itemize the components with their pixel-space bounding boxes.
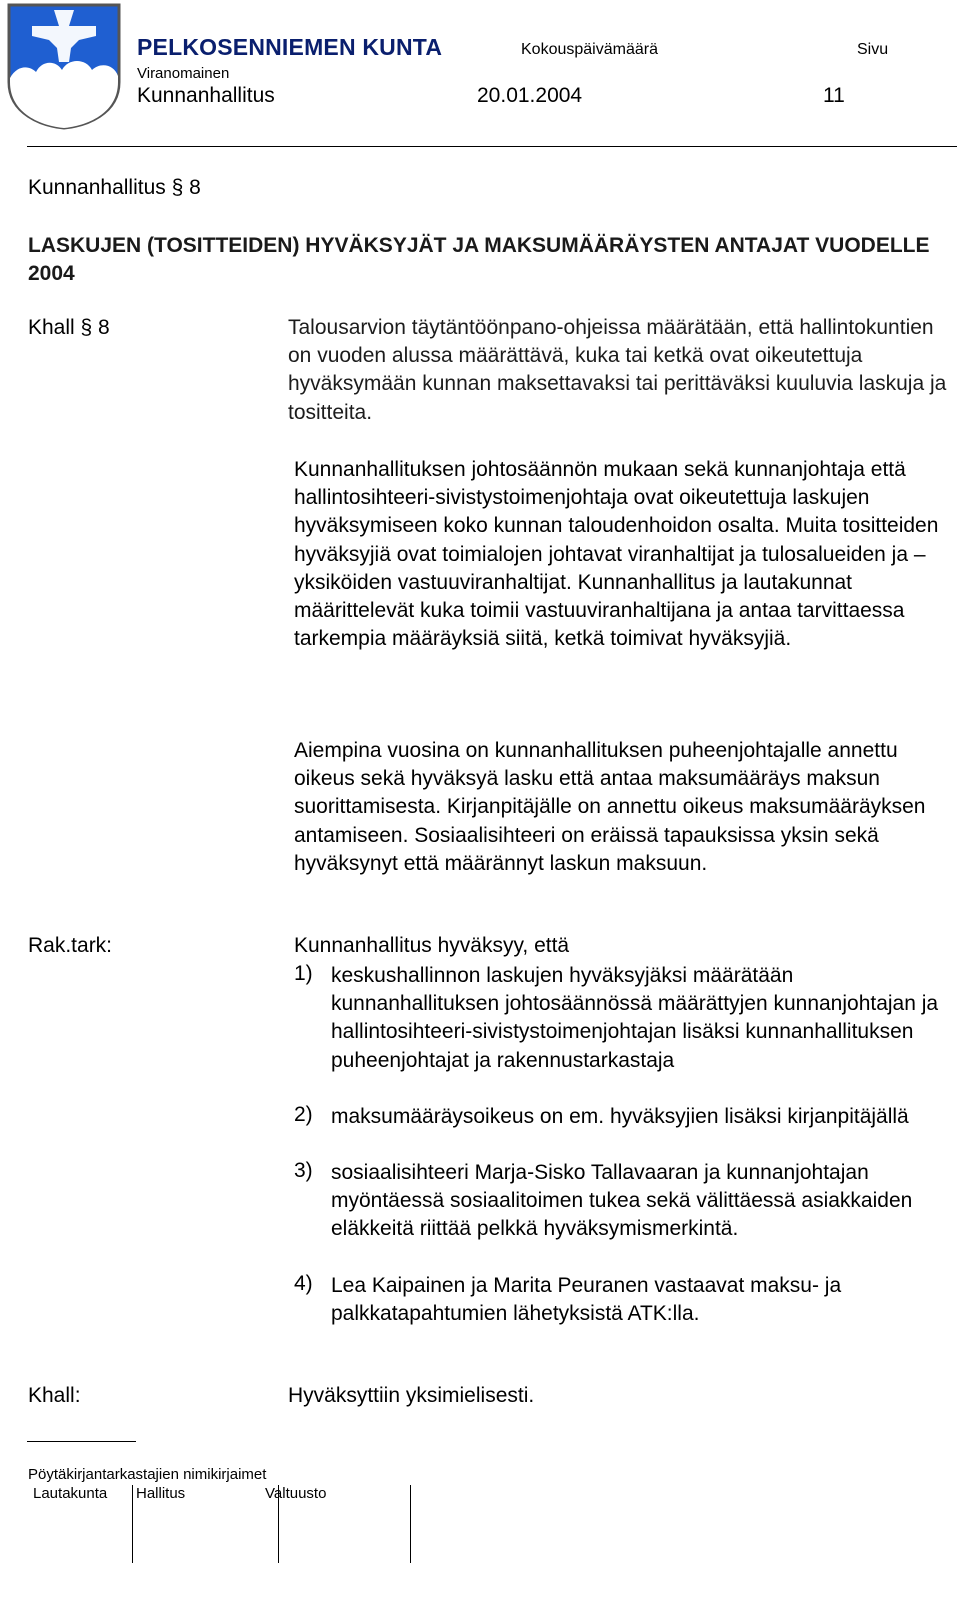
signature-column-label: Hallitus <box>136 1485 186 1502</box>
list-item: sosiaalisihteeri Marja-Sisko Tallavaaran ja kunnanjohtajan myöntäessä sosiaalitoimen tukea sekä välittäessä asiakkaiden eläkkeitä riittää pelkkä hyväksymismerkintä. <box>331 1161 913 1241</box>
list-item-number: 1) <box>294 962 313 985</box>
signature-divider <box>132 1485 133 1563</box>
list-item: Lea Kaipainen ja Marita Peuranen vastaavat maksu- ja palkkatapahtumien lähetyksistä ATK:lla. <box>331 1274 842 1326</box>
body-paragraph: Talousarvion täytäntöönpano-ohjeissa määrätään, että hallintokuntien on vuoden alussa määrättävä, kuka tai ketkä ovat oikeutettuja hyväksymään kunnan maksettavaksi tai perittäväksi kuuluvia laskuja ja tositteita. <box>288 316 947 424</box>
signatures-title: Pöytäkirjantarkastajien nimikirjaimet <box>28 1466 267 1483</box>
decision-text: Hyväksyttiin yksimielisesti. <box>288 1384 535 1407</box>
meeting-date: 20.01.2004 <box>477 84 583 107</box>
organization-name: PELKOSENNIEMEN KUNTA <box>137 34 443 60</box>
list-item-number: 4) <box>294 1272 313 1295</box>
list-item: keskushallinnon laskujen hyväksyjäksi määrätään kunnanhallituksen johtosäännössä määrättyjen kunnanjohtajan ja hallintosihteeri-sivistystoimenjohtajan lisäksi kunnanhallituksen puheenjohtajat ja rakennustarkastaja <box>331 964 939 1072</box>
list-item: maksumääräysoikeus on em. hyväksyjien lisäksi kirjanpitäjällä <box>331 1105 909 1128</box>
meeting-date-label: Kokouspäivämäärä <box>521 41 658 58</box>
section-heading: Kunnanhallitus § 8 <box>28 176 201 199</box>
signature-divider <box>410 1485 411 1563</box>
proposal-label: Rak.tark: <box>28 934 113 957</box>
header-divider <box>27 146 957 147</box>
proposal-intro: Kunnanhallitus hyväksyy, että <box>294 934 570 957</box>
body-paragraph: Kunnanhallituksen johtosäännön mukaan sekä kunnanjohtaja että hallintosihteeri-sivistystoimenjohtaja ovat oikeutettuja laskujen hyväksymiseen koko kunnan taloudenhoidon osalta. Muita tositteiden hyväksyjiä ovat toimialojen johtavat viranhaltijat ja tulosalueiden ja – yksiköiden vastuuviranhaltijat. Kunnanhallitus ja lautakunnat määrittelevät kuka toimii vastuuviranhaltijana ja antaa tarvittaessa tarkempia määräyksiä siitä, ketkä toimivat hyväksyjiä. <box>294 458 939 651</box>
page-number: 11 <box>823 84 845 107</box>
body-paragraph: Aiempina vuosina on kunnanhallituksen puheenjohtajalle annettu oikeus sekä hyväksyä lasku että antaa maksumääräys maksun suorittamisesta. Kirjanpitäjälle on annettu oikeus maksumääräyksen antamiseen. Sosiaalisihteeri on eräissä tapauksissa yksin sekä hyväksynyt että määrännyt laskun maksuun. <box>294 739 926 875</box>
authority-label: Viranomainen <box>137 65 230 82</box>
section-reference: Khall § 8 <box>28 316 110 339</box>
list-item-number: 2) <box>294 1103 313 1126</box>
section-title: LASKUJEN (TOSITTEIDEN) HYVÄKSYJÄT JA MAKSUMÄÄRÄYSTEN ANTAJAT VUODELLE 2004 <box>28 234 930 285</box>
signature-column-label: Valtuusto <box>265 1485 327 1502</box>
decision-label: Khall: <box>28 1384 81 1407</box>
footer-divider <box>27 1441 136 1442</box>
authority-name: Kunnanhallitus <box>137 84 275 107</box>
signature-divider <box>278 1485 279 1563</box>
list-item-number: 3) <box>294 1159 313 1182</box>
municipal-coat-of-arms-icon <box>6 2 122 130</box>
signature-column-label: Lautakunta <box>33 1485 108 1502</box>
page-label: Sivu <box>857 41 889 58</box>
